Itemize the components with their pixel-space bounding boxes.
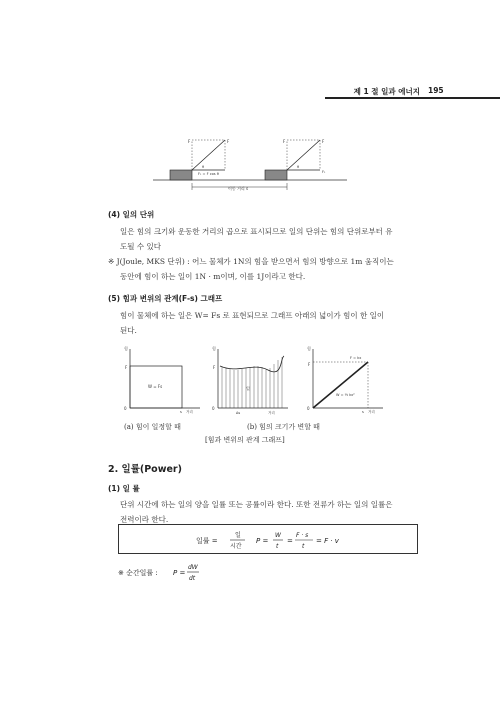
formula-num: 일 <box>235 532 241 539</box>
origin-b: 0 <box>212 406 215 411</box>
instant-num: dW <box>188 564 198 571</box>
component-formula-label: F₁ = F cos θ <box>198 172 219 176</box>
instant-label: ※ 순간일률 : <box>118 569 158 577</box>
linear-force-line-c <box>313 362 368 408</box>
force-label-top-2: F <box>283 139 286 144</box>
graph-b <box>212 345 288 415</box>
f-label-a: F <box>125 365 128 370</box>
page-number: 195 <box>428 86 444 95</box>
graph-line-2: 된다. <box>120 326 137 335</box>
power-line-2: 전력이라 한다. <box>120 515 169 524</box>
power-line-1: 단위 시간에 하는 일의 양을 일률 또는 공률이라 한다. 또한 전류가 하는 일의 일률은 <box>120 500 393 509</box>
unit-line-1: 일은 힘의 크기와 운동한 거리의 곱으로 표시되므로 일의 단위는 힘의 단위로부터 유 <box>120 227 393 236</box>
unit-line-2: 도될 수 있다 <box>120 242 161 251</box>
joule-note-1: ※ J(Joule, MKS 단위) : 어느 물체가 1N의 힘을 받으면서 힘의 방향으로 1m 움직이는 <box>108 257 394 266</box>
x-axis-label-c: 거리 <box>368 410 375 414</box>
instant-den: dt <box>189 575 196 582</box>
distance-label: 이동 거리 s <box>228 186 249 191</box>
s-label-a: s <box>180 410 182 414</box>
caption-b: (b) 힘의 크기가 변할 때 <box>247 423 320 431</box>
graph-line-1: 힘이 물체에 하는 일은 W= Fs 로 표현되므로 그래프 아래의 넓이가 힘이 한 일이 <box>120 311 385 320</box>
power-subheading: (1) 일 률 <box>108 484 140 493</box>
angle-label-2: θ <box>297 165 300 169</box>
area-label-c: W = ½ kx² <box>336 393 355 397</box>
formula-p: P = <box>256 537 269 545</box>
formula-fs: F · s <box>296 532 309 539</box>
formula-den: 시간 <box>230 543 242 550</box>
component-short-label: F₁ <box>322 170 326 174</box>
block-end <box>265 170 287 180</box>
force-label-top-left: F <box>188 139 191 144</box>
formula-t: t <box>276 543 279 550</box>
angle-label-1: θ <box>202 165 205 169</box>
instant-p: P = <box>173 569 186 577</box>
force-distance-graphs <box>118 344 388 419</box>
force-label-1: F <box>227 139 230 144</box>
force-arrow-1 <box>192 140 225 170</box>
graph-a <box>124 345 200 414</box>
power-formula <box>118 524 418 554</box>
area-label-a: W = Fs <box>148 384 163 389</box>
origin-c: 0 <box>307 406 310 411</box>
unit-heading: (4) 일의 단위 <box>108 210 155 219</box>
strip-lines-b <box>222 357 282 408</box>
force-arrow-2 <box>287 140 320 170</box>
figure-caption: [힘과 변위의 관계 그래프] <box>205 436 285 444</box>
x-axis-label-b: 거리 <box>268 411 275 415</box>
caption-a: (a) 힘이 일정할 때 <box>124 423 181 431</box>
header-rule <box>325 97 500 99</box>
work-force-diagram <box>150 135 350 195</box>
formula-t2: t <box>302 543 305 550</box>
area-label-b: 일 <box>246 386 250 391</box>
instant-power-formula <box>118 562 238 584</box>
y-axis-label-c: 힘 <box>307 346 311 351</box>
delta-s-label: Δs <box>236 411 241 415</box>
s-label-c: s <box>362 410 364 414</box>
formula-lhs: 일률 = <box>196 537 218 545</box>
force-curve-b <box>220 356 284 372</box>
y-axis-label-a: 힘 <box>124 346 128 351</box>
formula-eq: = <box>287 537 293 545</box>
block-start <box>170 170 192 180</box>
x-axis-label-a: 거리 <box>186 410 193 414</box>
f-label-c: F <box>308 362 311 367</box>
power-title: 2. 일률(Power) <box>108 464 182 475</box>
origin-a: 0 <box>124 406 127 411</box>
formula-fv: = F · v <box>316 537 339 545</box>
joule-note-2: 동안에 힘이 하는 일이 1N · m이며, 이를 1J이라고 한다. <box>120 272 306 281</box>
line-label-c: F = kx <box>350 356 362 360</box>
chapter-header: 제 1 절 일과 에너지 <box>353 87 420 96</box>
graph-heading: (5) 힘과 변위의 관계(F-s) 그래프 <box>108 294 223 303</box>
y-axis-label-b: 힘 <box>212 346 216 351</box>
f-label-b: F <box>213 365 216 370</box>
force-label-2: F <box>322 139 325 144</box>
graph-c <box>307 345 383 414</box>
formula-w: W <box>275 532 281 539</box>
